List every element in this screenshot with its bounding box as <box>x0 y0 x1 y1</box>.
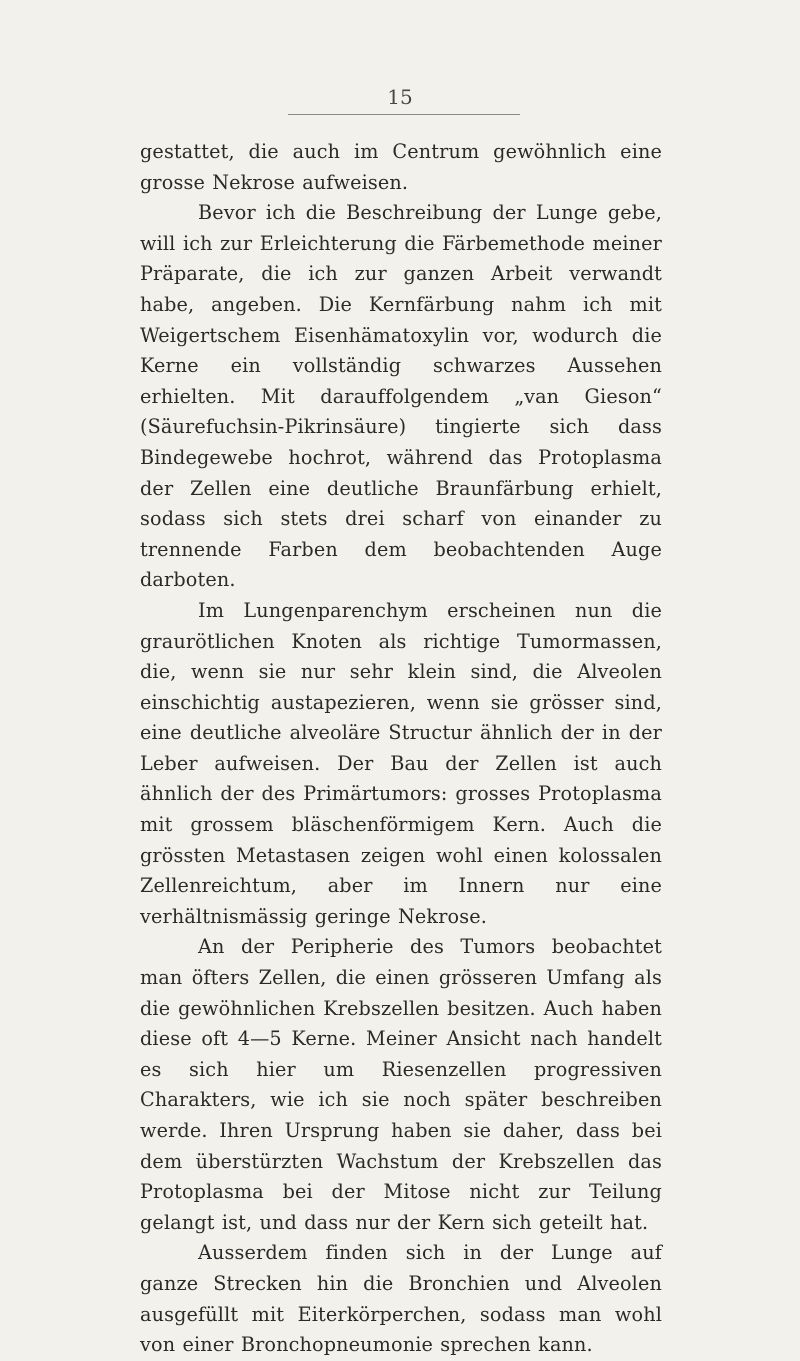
body-text <box>140 137 662 1361</box>
paragraph-bronchopneumonia: Ausserdem finden sich in der Lunge auf ganze Strecken hin die Bronchien und Alveolen ausgefüllt mit Eiterkörperchen, sodass man wohl von einer Bronchopneumonie sprechen kann. <box>140 1241 662 1357</box>
paragraph-lung-parenchyma: Im Lungenparenchym erscheinen nun die graurötlichen Knoten als richtige Tumormassen, die, wenn sie nur sehr klein sind, die Alveolen einschichtig austapezieren, wenn sie grösser sind, eine deutliche alveoläre Structur ähnlich der in der Leber aufweisen. Der Bau der Zellen ist auch ähnlich der des Primärtumors: grosses Protoplasma mit grossem bläschenförmigem Kern. Auch die grössten Metastasen zeigen wohl einen kolossalen Zellenreichtum, aber im Innern nur eine verhältnismässig geringe Nekrose. <box>140 598 662 928</box>
paragraph-staining-method: Bevor ich die Beschreibung der Lunge gebe, will ich zur Erleichterung die Färbemethode meiner Präparate, die ich zur ganzen Arbeit verwandt habe, angeben. Die Kernfärbung nahm ich mit Weigertschem Eisenhämatoxylin vor, wodurch die Kerne ein vollständig schwarzes Aussehen erhielten. Mit darauffolgendem „van Gieson“ (Säurefuchsin-Pikrinsäure) tingierte sich dass Bindegewebe hochrot, während das Protoplasma der Zellen eine deutliche Braunfärbung erhielt, sodass sich stets drei scharf von einander zu trennende Farben dem beobachtenden Auge darboten. <box>140 201 662 592</box>
paragraph-continuation: gestattet, die auch im Centrum gewöhnlich eine grosse Nekrose aufweisen. <box>140 140 662 194</box>
header-rule <box>288 114 520 115</box>
page-number: 15 <box>387 85 413 109</box>
paragraph-tumor-periphery: An der Peripherie des Tumors beobachtet man öfters Zellen, die einen grösseren Umfang als die gewöhnlichen Krebszellen besitzen. Auch haben diese oft 4—5 Kerne. Meiner Ansicht nach handelt es sich hier um Riesenzellen progressiven Charakters, wie ich sie noch später beschreiben werde. Ihren Ursprung haben sie daher, dass bei dem überstürzten Wachstum der Krebszellen das Protoplasma bei der Mitose nicht zur Teilung gelangt ist, und dass nur der Kern sich geteilt hat. <box>140 935 662 1234</box>
